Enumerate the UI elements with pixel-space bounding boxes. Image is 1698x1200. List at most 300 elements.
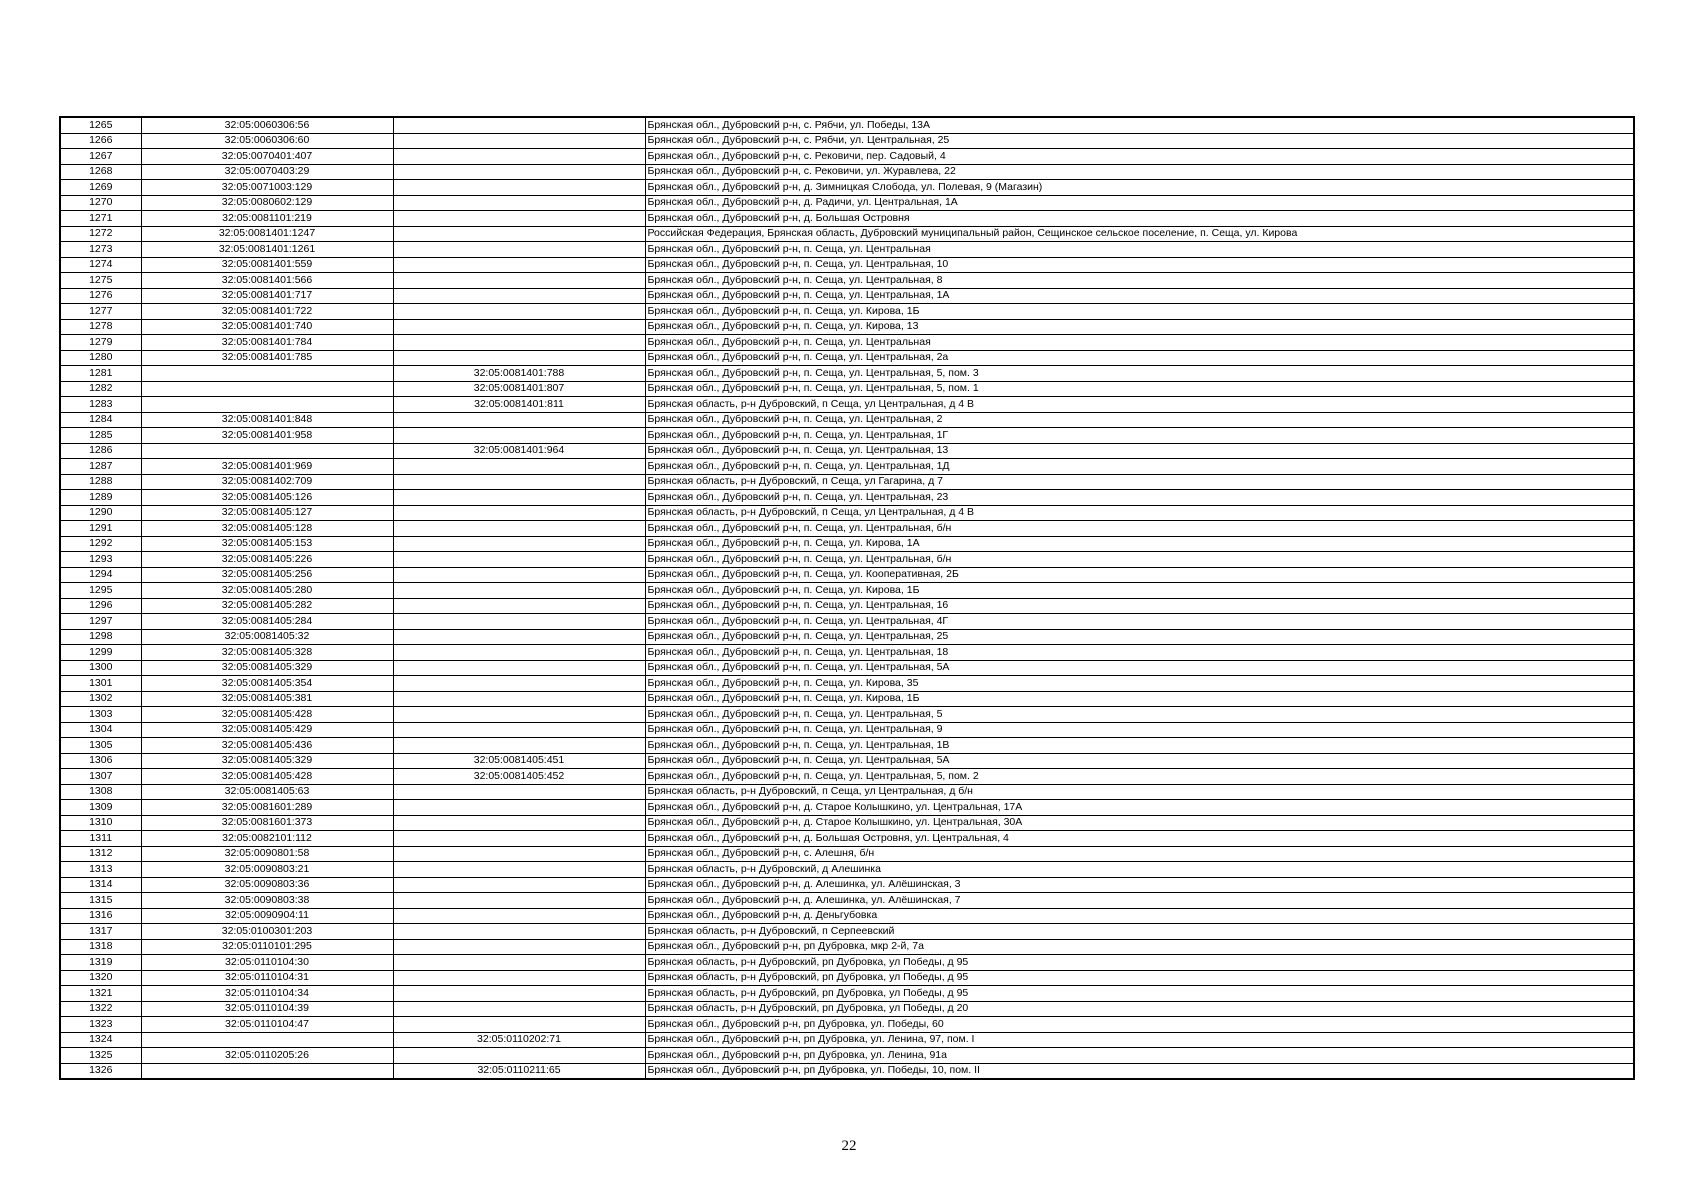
page-number: 22 [841, 1138, 857, 1154]
cadastral-number-cell: 32:05:0081405:126 [141, 490, 393, 506]
row-number-cell: 1279 [60, 335, 141, 351]
row-number-cell: 1323 [60, 1017, 141, 1033]
premises-number-cell [393, 304, 645, 320]
premises-number-cell [393, 970, 645, 986]
cadastral-number-cell: 32:05:0081405:354 [141, 676, 393, 692]
row-number-cell: 1292 [60, 536, 141, 552]
address-cell: Брянская обл., Дубровский р-н, с. Рябчи, ул. Центральная, 25 [645, 133, 1634, 149]
address-cell: Брянская обл., Дубровский р-н, п. Сеща, ул. Центральная, 13 [645, 443, 1634, 459]
row-number-cell: 1285 [60, 428, 141, 444]
premises-number-cell [393, 242, 645, 258]
table-row [60, 567, 1634, 583]
cadastral-number-cell [141, 443, 393, 459]
cadastral-number-cell [141, 397, 393, 413]
address-cell: Брянская обл., Дубровский р-н, п. Сеща, ул. Кирова, 35 [645, 676, 1634, 692]
premises-number-cell [393, 226, 645, 242]
row-number-cell: 1302 [60, 691, 141, 707]
row-number-cell: 1299 [60, 645, 141, 661]
cadastral-number-cell: 32:05:0110104:30 [141, 955, 393, 971]
premises-number-cell [393, 490, 645, 506]
table-row [60, 149, 1634, 165]
cadastral-number-cell: 32:05:0081405:381 [141, 691, 393, 707]
cadastral-number-cell: 32:05:0090801:58 [141, 846, 393, 862]
premises-number-cell [393, 707, 645, 723]
row-number-cell: 1282 [60, 381, 141, 397]
premises-number-cell [393, 149, 645, 165]
cadastral-number-cell: 32:05:0081405:256 [141, 567, 393, 583]
table-row [60, 986, 1634, 1002]
row-number-cell: 1287 [60, 459, 141, 475]
address-cell: Брянская обл., Дубровский р-н, п. Сеща, ул. Центральная [645, 242, 1634, 258]
address-cell: Брянская обл., Дубровский р-н, п. Сеща, ул. Центральная, 1В [645, 738, 1634, 754]
address-cell: Брянская обл., Дубровский р-н, п. Сеща, ул. Центральная, 18 [645, 645, 1634, 661]
premises-number-cell [393, 800, 645, 816]
cadastral-number-cell: 32:05:0060306:60 [141, 133, 393, 149]
row-number-cell: 1326 [60, 1063, 141, 1079]
table-row [60, 505, 1634, 521]
cadastral-number-cell [141, 366, 393, 382]
cadastral-number-cell: 32:05:0081401:958 [141, 428, 393, 444]
cadastral-number-cell: 32:05:0110104:47 [141, 1017, 393, 1033]
table-row [60, 598, 1634, 614]
row-number-cell: 1283 [60, 397, 141, 413]
premises-number-cell: 32:05:0081401:788 [393, 366, 645, 382]
premises-number-cell: 32:05:0081401:811 [393, 397, 645, 413]
table-row [60, 397, 1634, 413]
cadastral-number-cell: 32:05:0081405:282 [141, 598, 393, 614]
premises-number-cell [393, 195, 645, 211]
address-cell: Брянская обл., Дубровский р-н, п. Сеща, ул. Центральная, б/н [645, 552, 1634, 568]
cadastral-number-cell: 32:05:0081401:1247 [141, 226, 393, 242]
table-row [60, 1032, 1634, 1048]
cadastral-number-cell: 32:05:0081405:32 [141, 629, 393, 645]
address-cell: Брянская обл., Дубровский р-н, с. Рябчи, ул. Победы, 13А [645, 117, 1634, 133]
table-row [60, 304, 1634, 320]
row-number-cell: 1298 [60, 629, 141, 645]
address-cell: Брянская обл., Дубровский р-н, п. Сеща, ул. Центральная, 5 [645, 707, 1634, 723]
address-cell: Брянская обл., Дубровский р-н, п. Сеща, ул. Центральная, 1А [645, 288, 1634, 304]
premises-number-cell [393, 598, 645, 614]
table-row [60, 970, 1634, 986]
premises-number-cell [393, 784, 645, 800]
premises-number-cell [393, 722, 645, 738]
address-cell: Брянская область, р-н Дубровский, рп Дубровка, ул Победы, д 95 [645, 970, 1634, 986]
table-row [60, 319, 1634, 335]
premises-number-cell [393, 505, 645, 521]
table-row [60, 335, 1634, 351]
cadastral-number-cell: 32:05:0081405:153 [141, 536, 393, 552]
row-number-cell: 1293 [60, 552, 141, 568]
cadastral-number-cell: 32:05:0081601:373 [141, 815, 393, 831]
premises-number-cell [393, 629, 645, 645]
row-number-cell: 1320 [60, 970, 141, 986]
cadastral-number-cell: 32:05:0081405:428 [141, 769, 393, 785]
row-number-cell: 1300 [60, 660, 141, 676]
address-cell: Российская Федерация, Брянская область, Дубровский муниципальный район, Сещинское сельское поселение, п. Сеща, ул. Кирова [645, 226, 1634, 242]
premises-number-cell [393, 164, 645, 180]
table-row [60, 443, 1634, 459]
premises-number-cell: 32:05:0081405:452 [393, 769, 645, 785]
cadastral-number-cell: 32:05:0110104:39 [141, 1001, 393, 1017]
row-number-cell: 1317 [60, 924, 141, 940]
premises-number-cell [393, 1048, 645, 1064]
address-cell: Брянская обл., Дубровский р-н, п. Сеща, ул. Центральная, 23 [645, 490, 1634, 506]
cadastral-number-cell: 32:05:0081405:329 [141, 660, 393, 676]
table-row [60, 288, 1634, 304]
row-number-cell: 1290 [60, 505, 141, 521]
table-row [60, 660, 1634, 676]
address-cell: Брянская обл., Дубровский р-н, п. Сеща, ул. Кирова, 1Б [645, 691, 1634, 707]
row-number-cell: 1272 [60, 226, 141, 242]
table-row [60, 800, 1634, 816]
cadastral-number-cell: 32:05:0081401:566 [141, 273, 393, 289]
table-row [60, 428, 1634, 444]
cadastral-number-cell [141, 1063, 393, 1079]
row-number-cell: 1306 [60, 753, 141, 769]
table-row [60, 862, 1634, 878]
row-number-cell: 1303 [60, 707, 141, 723]
premises-number-cell [393, 288, 645, 304]
row-number-cell: 1295 [60, 583, 141, 599]
table-row [60, 738, 1634, 754]
address-cell: Брянская обл., Дубровский р-н, д. Большая Островня [645, 211, 1634, 227]
premises-number-cell [393, 583, 645, 599]
row-number-cell: 1275 [60, 273, 141, 289]
cadastral-number-cell: 32:05:0090803:36 [141, 877, 393, 893]
table-row [60, 769, 1634, 785]
address-cell: Брянская обл., Дубровский р-н, д. Старое Колышкино, ул. Центральная, 30А [645, 815, 1634, 831]
cadastral-number-cell: 32:05:0090803:21 [141, 862, 393, 878]
row-number-cell: 1274 [60, 257, 141, 273]
premises-number-cell: 32:05:0081401:964 [393, 443, 645, 459]
row-number-cell: 1313 [60, 862, 141, 878]
address-cell: Брянская обл., Дубровский р-н, рп Дубровка, ул. Ленина, 97, пом. I [645, 1032, 1634, 1048]
table-row [60, 474, 1634, 490]
address-cell: Брянская обл., Дубровский р-н, п. Сеща, ул. Центральная, 5, пом. 3 [645, 366, 1634, 382]
address-cell: Брянская обл., Дубровский р-н, п. Сеща, ул. Центральная, 8 [645, 273, 1634, 289]
address-cell: Брянская обл., Дубровский р-н, с. Алешня, б/н [645, 846, 1634, 862]
table-row [60, 1001, 1634, 1017]
premises-number-cell [393, 459, 645, 475]
cadastral-number-cell: 32:05:0081405:128 [141, 521, 393, 537]
table-row [60, 180, 1634, 196]
cadastral-number-cell: 32:05:0081405:436 [141, 738, 393, 754]
premises-number-cell [393, 893, 645, 909]
table-row [60, 908, 1634, 924]
row-number-cell: 1318 [60, 939, 141, 955]
row-number-cell: 1265 [60, 117, 141, 133]
table-row [60, 1017, 1634, 1033]
address-cell: Брянская обл., Дубровский р-н, п. Сеща, ул. Центральная, 2 [645, 412, 1634, 428]
row-number-cell: 1284 [60, 412, 141, 428]
address-cell: Брянская обл., Дубровский р-н, п. Сеща, ул. Центральная, 5, пом. 2 [645, 769, 1634, 785]
table-row [60, 784, 1634, 800]
row-number-cell: 1316 [60, 908, 141, 924]
row-number-cell: 1278 [60, 319, 141, 335]
cadastral-number-cell: 32:05:0081405:284 [141, 614, 393, 630]
row-number-cell: 1289 [60, 490, 141, 506]
row-number-cell: 1266 [60, 133, 141, 149]
table-row [60, 195, 1634, 211]
premises-number-cell [393, 614, 645, 630]
register-table-body [60, 117, 1634, 1079]
row-number-cell: 1269 [60, 180, 141, 196]
table-row [60, 893, 1634, 909]
table-row [60, 691, 1634, 707]
table-row [60, 133, 1634, 149]
address-cell: Брянская обл., Дубровский р-н, п. Сеща, ул. Центральная, 5А [645, 660, 1634, 676]
premises-number-cell [393, 273, 645, 289]
row-number-cell: 1294 [60, 567, 141, 583]
table-row [60, 350, 1634, 366]
address-cell: Брянская обл., Дубровский р-н, д. Алешинка, ул. Алёшинская, 3 [645, 877, 1634, 893]
row-number-cell: 1308 [60, 784, 141, 800]
table-row [60, 753, 1634, 769]
premises-number-cell [393, 257, 645, 273]
table-row [60, 242, 1634, 258]
table-row [60, 955, 1634, 971]
address-cell: Брянская область, р-н Дубровский, рп Дубровка, ул Победы, д 95 [645, 986, 1634, 1002]
row-number-cell: 1297 [60, 614, 141, 630]
cadastral-number-cell: 32:05:0090904:11 [141, 908, 393, 924]
premises-number-cell [393, 862, 645, 878]
address-cell: Брянская область, р-н Дубровский, п Сеща, ул Гагарина, д 7 [645, 474, 1634, 490]
address-cell: Брянская область, р-н Дубровский, п Сеща, ул Центральная, д 4 В [645, 505, 1634, 521]
table-row [60, 846, 1634, 862]
cadastral-number-cell: 32:05:0082101:112 [141, 831, 393, 847]
premises-number-cell [393, 877, 645, 893]
cadastral-number-cell: 32:05:0081405:63 [141, 784, 393, 800]
premises-number-cell [393, 412, 645, 428]
row-number-cell: 1286 [60, 443, 141, 459]
address-cell: Брянская обл., Дубровский р-н, п. Сеща, ул. Центральная, 1Г [645, 428, 1634, 444]
premises-number-cell [393, 831, 645, 847]
table-row [60, 226, 1634, 242]
row-number-cell: 1324 [60, 1032, 141, 1048]
row-number-cell: 1309 [60, 800, 141, 816]
cadastral-number-cell: 32:05:0081405:328 [141, 645, 393, 661]
address-cell: Брянская обл., Дубровский р-н, с. Рековичи, ул. Журавлева, 22 [645, 164, 1634, 180]
table-row [60, 614, 1634, 630]
premises-number-cell [393, 908, 645, 924]
table-row [60, 273, 1634, 289]
address-cell: Брянская обл., Дубровский р-н, рп Дубровка, ул. Победы, 60 [645, 1017, 1634, 1033]
table-row [60, 117, 1634, 133]
premises-number-cell [393, 350, 645, 366]
address-cell: Брянская обл., Дубровский р-н, п. Сеща, ул. Центральная, 4Г [645, 614, 1634, 630]
table-row [60, 1048, 1634, 1064]
cadastral-number-cell: 32:05:0081401:848 [141, 412, 393, 428]
table-row [60, 1063, 1634, 1079]
row-number-cell: 1307 [60, 769, 141, 785]
address-cell: Брянская обл., Дубровский р-н, п. Сеща, ул. Кирова, 1А [645, 536, 1634, 552]
premises-number-cell [393, 428, 645, 444]
cadastral-number-cell: 32:05:0081405:329 [141, 753, 393, 769]
cadastral-number-cell: 32:05:0081401:740 [141, 319, 393, 335]
table-row [60, 257, 1634, 273]
table-row [60, 412, 1634, 428]
cadastral-number-cell [141, 381, 393, 397]
premises-number-cell [393, 536, 645, 552]
cadastral-number-cell: 32:05:0060306:56 [141, 117, 393, 133]
row-number-cell: 1325 [60, 1048, 141, 1064]
address-cell: Брянская обл., Дубровский р-н, д. Радичи, ул. Центральная, 1А [645, 195, 1634, 211]
cadastral-number-cell: 32:05:0110104:34 [141, 986, 393, 1002]
premises-number-cell [393, 645, 645, 661]
table-row [60, 629, 1634, 645]
premises-number-cell [393, 924, 645, 940]
table-row [60, 831, 1634, 847]
table-row [60, 707, 1634, 723]
address-cell: Брянская область, р-н Дубровский, п Серпеевский [645, 924, 1634, 940]
premises-number-cell [393, 211, 645, 227]
address-cell: Брянская обл., Дубровский р-н, д. Старое Колышкино, ул. Центральная, 17А [645, 800, 1634, 816]
cadastral-number-cell: 32:05:0081101:219 [141, 211, 393, 227]
premises-number-cell [393, 1017, 645, 1033]
row-number-cell: 1271 [60, 211, 141, 227]
premises-number-cell [393, 552, 645, 568]
cadastral-number-cell: 32:05:0110205:26 [141, 1048, 393, 1064]
row-number-cell: 1311 [60, 831, 141, 847]
cadastral-number-cell: 32:05:0081401:1261 [141, 242, 393, 258]
premises-number-cell [393, 939, 645, 955]
premises-number-cell [393, 133, 645, 149]
address-cell: Брянская обл., Дубровский р-н, д. Деньгубовка [645, 908, 1634, 924]
address-cell: Брянская обл., Дубровский р-н, п. Сеща, ул. Центральная, 9 [645, 722, 1634, 738]
premises-number-cell [393, 846, 645, 862]
premises-number-cell [393, 567, 645, 583]
property-register-table [59, 116, 1635, 1080]
table-row [60, 676, 1634, 692]
row-number-cell: 1314 [60, 877, 141, 893]
cadastral-number-cell: 32:05:0110101:295 [141, 939, 393, 955]
cadastral-number-cell: 32:05:0081405:127 [141, 505, 393, 521]
cadastral-number-cell: 32:05:0071003:129 [141, 180, 393, 196]
row-number-cell: 1281 [60, 366, 141, 382]
table-row [60, 211, 1634, 227]
address-cell: Брянская область, р-н Дубровский, рп Дубровка, ул Победы, д 20 [645, 1001, 1634, 1017]
cadastral-number-cell: 32:05:0070403:29 [141, 164, 393, 180]
table-row [60, 583, 1634, 599]
table-row [60, 164, 1634, 180]
premises-number-cell [393, 986, 645, 1002]
premises-number-cell [393, 676, 645, 692]
cadastral-number-cell: 32:05:0081401:785 [141, 350, 393, 366]
cadastral-number-cell: 32:05:0081405:428 [141, 707, 393, 723]
cadastral-number-cell: 32:05:0081405:280 [141, 583, 393, 599]
cadastral-number-cell: 32:05:0100301:203 [141, 924, 393, 940]
premises-number-cell: 32:05:0081401:807 [393, 381, 645, 397]
premises-number-cell [393, 521, 645, 537]
table-row [60, 722, 1634, 738]
table-row [60, 366, 1634, 382]
address-cell: Брянская область, р-н Дубровский, п Сеща, ул Центральная, д 4 В [645, 397, 1634, 413]
premises-number-cell [393, 815, 645, 831]
row-number-cell: 1276 [60, 288, 141, 304]
address-cell: Брянская обл., Дубровский р-н, п. Сеща, ул. Центральная, 1Д [645, 459, 1634, 475]
row-number-cell: 1273 [60, 242, 141, 258]
row-number-cell: 1288 [60, 474, 141, 490]
row-number-cell: 1322 [60, 1001, 141, 1017]
row-number-cell: 1304 [60, 722, 141, 738]
cadastral-number-cell: 32:05:0090803:38 [141, 893, 393, 909]
premises-number-cell [393, 691, 645, 707]
cadastral-number-cell: 32:05:0081405:226 [141, 552, 393, 568]
table-row [60, 877, 1634, 893]
cadastral-number-cell: 32:05:0110104:31 [141, 970, 393, 986]
row-number-cell: 1315 [60, 893, 141, 909]
premises-number-cell [393, 335, 645, 351]
row-number-cell: 1305 [60, 738, 141, 754]
premises-number-cell [393, 474, 645, 490]
address-cell: Брянская область, р-н Дубровский, д Алешинка [645, 862, 1634, 878]
address-cell: Брянская обл., Дубровский р-н, п. Сеща, ул. Центральная, 16 [645, 598, 1634, 614]
address-cell: Брянская область, р-н Дубровский, п Сеща, ул Центральная, д б/н [645, 784, 1634, 800]
row-number-cell: 1270 [60, 195, 141, 211]
row-number-cell: 1277 [60, 304, 141, 320]
address-cell: Брянская обл., Дубровский р-н, с. Рековичи, пер. Садовый, 4 [645, 149, 1634, 165]
row-number-cell: 1310 [60, 815, 141, 831]
address-cell: Брянская область, р-н Дубровский, рп Дубровка, ул Победы, д 95 [645, 955, 1634, 971]
premises-number-cell: 32:05:0081405:451 [393, 753, 645, 769]
premises-number-cell [393, 660, 645, 676]
cadastral-number-cell: 32:05:0081402:709 [141, 474, 393, 490]
address-cell: Брянская обл., Дубровский р-н, п. Сеща, ул. Кирова, 1Б [645, 583, 1634, 599]
address-cell: Брянская обл., Дубровский р-н, рп Дубровка, ул. Победы, 10, пом. II [645, 1063, 1634, 1079]
cadastral-number-cell: 32:05:0081401:784 [141, 335, 393, 351]
row-number-cell: 1280 [60, 350, 141, 366]
address-cell: Брянская обл., Дубровский р-н, д. Алешинка, ул. Алёшинская, 7 [645, 893, 1634, 909]
cadastral-number-cell: 32:05:0081405:429 [141, 722, 393, 738]
table-row [60, 939, 1634, 955]
address-cell: Брянская обл., Дубровский р-н, п. Сеща, ул. Центральная, 5А [645, 753, 1634, 769]
cadastral-number-cell: 32:05:0081401:722 [141, 304, 393, 320]
row-number-cell: 1291 [60, 521, 141, 537]
premises-number-cell [393, 1001, 645, 1017]
cadastral-number-cell: 32:05:0070401:407 [141, 149, 393, 165]
cadastral-number-cell: 32:05:0080602:129 [141, 195, 393, 211]
table-row [60, 459, 1634, 475]
address-cell: Брянская обл., Дубровский р-н, п. Сеща, ул. Центральная, 10 [645, 257, 1634, 273]
premises-number-cell [393, 319, 645, 335]
address-cell: Брянская обл., Дубровский р-н, п. Сеща, ул. Центральная, 5, пом. 1 [645, 381, 1634, 397]
premises-number-cell [393, 955, 645, 971]
premises-number-cell [393, 117, 645, 133]
premises-number-cell: 32:05:0110202:71 [393, 1032, 645, 1048]
table-row [60, 924, 1634, 940]
table-row [60, 552, 1634, 568]
table-row [60, 815, 1634, 831]
address-cell: Брянская обл., Дубровский р-н, д. Большая Островня, ул. Центральная, 4 [645, 831, 1634, 847]
cadastral-number-cell: 32:05:0081601:289 [141, 800, 393, 816]
row-number-cell: 1321 [60, 986, 141, 1002]
address-cell: Брянская обл., Дубровский р-н, п. Сеща, ул. Центральная [645, 335, 1634, 351]
cadastral-number-cell: 32:05:0081401:969 [141, 459, 393, 475]
address-cell: Брянская обл., Дубровский р-н, п. Сеща, ул. Центральная, 2а [645, 350, 1634, 366]
row-number-cell: 1319 [60, 955, 141, 971]
row-number-cell: 1312 [60, 846, 141, 862]
cadastral-number-cell: 32:05:0081401:717 [141, 288, 393, 304]
address-cell: Брянская обл., Дубровский р-н, д. Зимницкая Слобода, ул. Полевая, 9 (Магазин) [645, 180, 1634, 196]
table-row [60, 381, 1634, 397]
premises-number-cell [393, 738, 645, 754]
row-number-cell: 1268 [60, 164, 141, 180]
address-cell: Брянская обл., Дубровский р-н, п. Сеща, ул. Центральная, 25 [645, 629, 1634, 645]
table-row [60, 521, 1634, 537]
address-cell: Брянская обл., Дубровский р-н, п. Сеща, ул. Кирова, 1Б [645, 304, 1634, 320]
table-row [60, 490, 1634, 506]
address-cell: Брянская обл., Дубровский р-н, п. Сеща, ул. Кооперативная, 2Б [645, 567, 1634, 583]
